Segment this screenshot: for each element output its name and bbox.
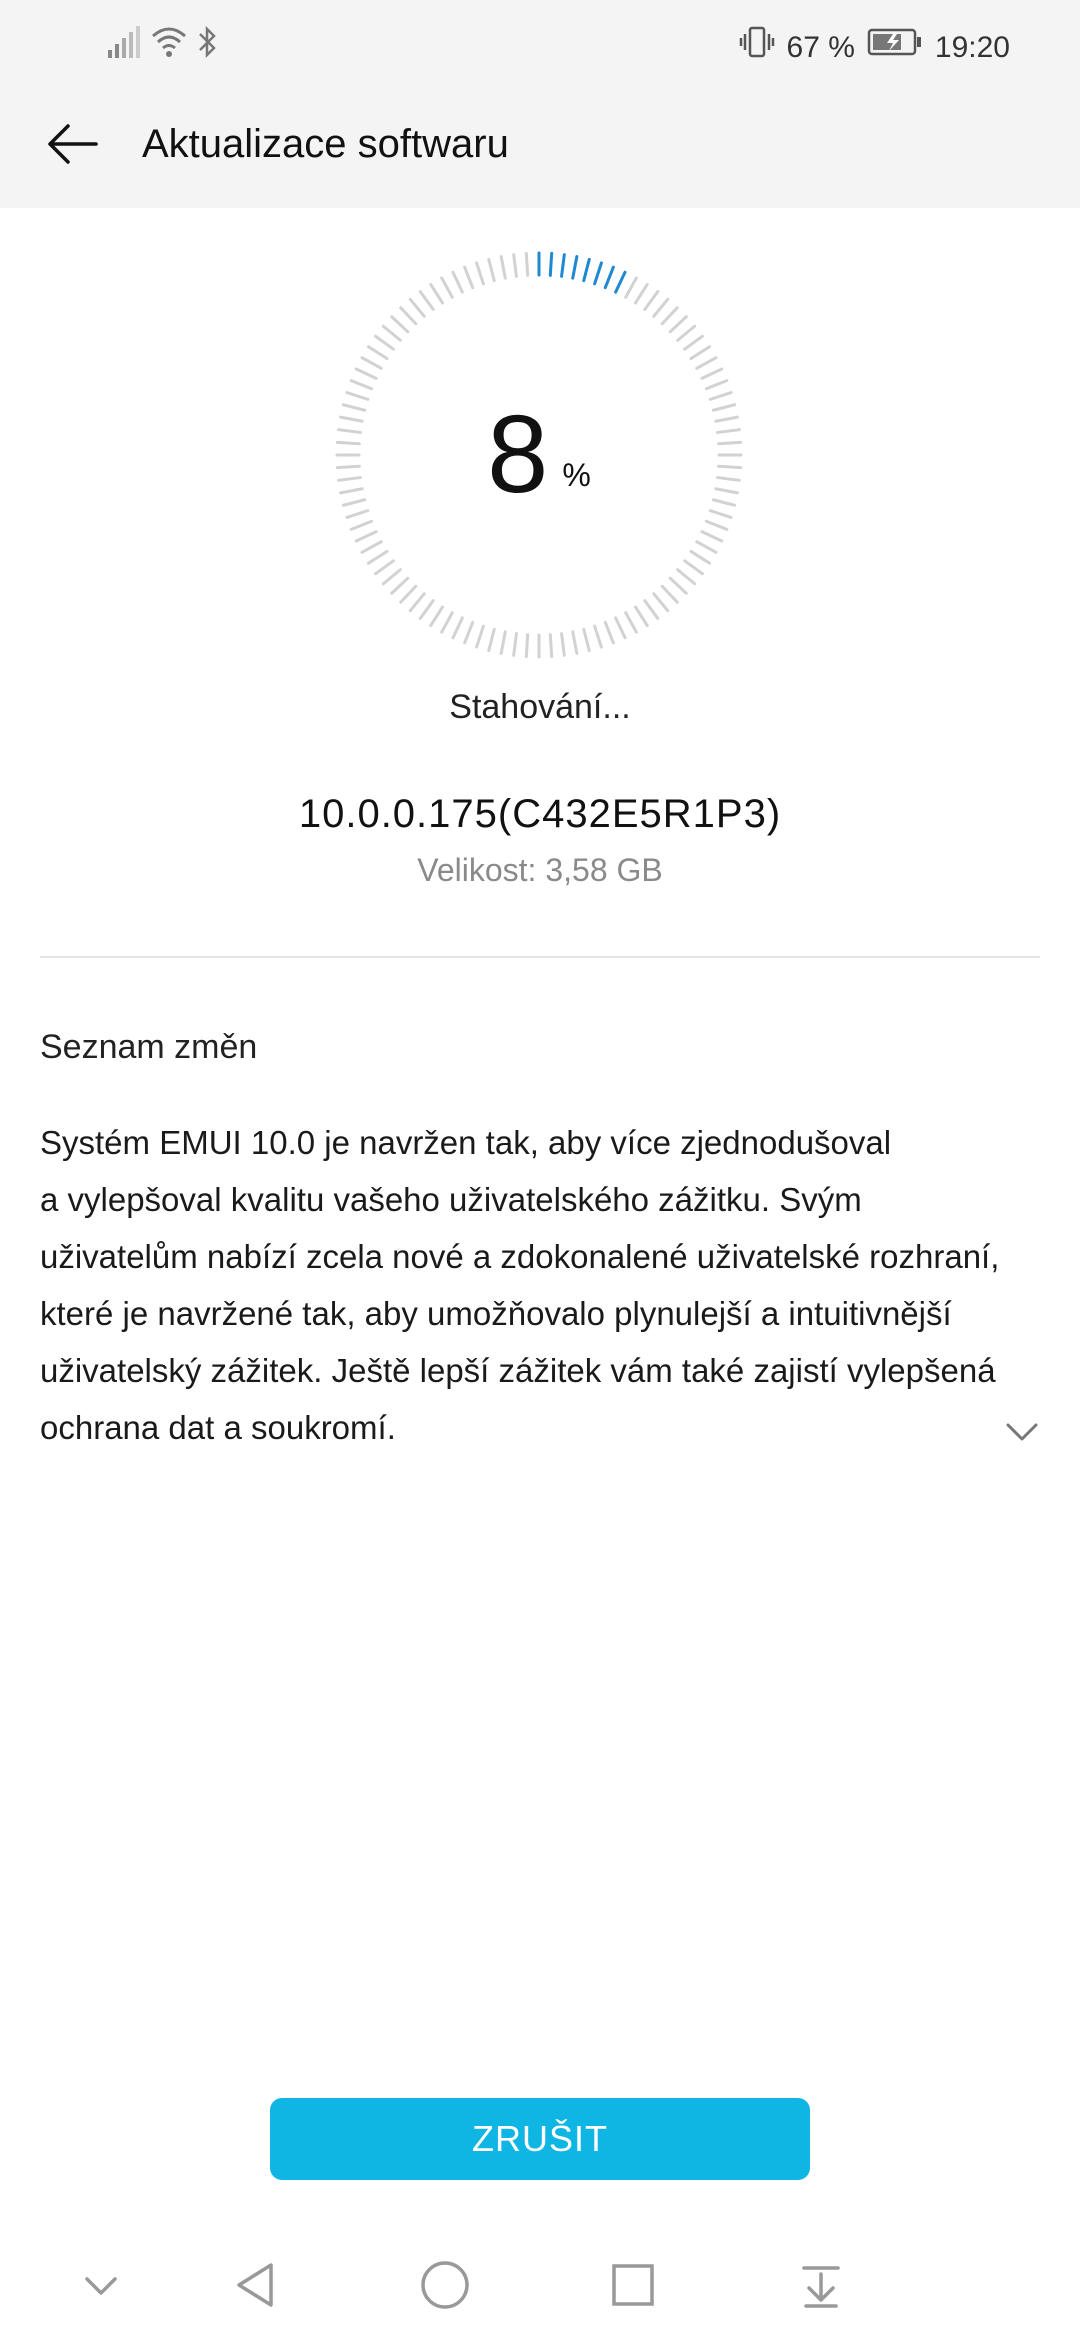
signal-icon — [106, 24, 142, 65]
vibrate-icon — [739, 24, 775, 71]
progress-number: 8 — [487, 393, 549, 516]
cancel-button[interactable]: ZRUŠIT — [270, 2098, 810, 2180]
battery-charging-icon — [867, 26, 923, 69]
status-left-icons — [106, 24, 220, 65]
battery-percent: 67 % — [786, 30, 855, 64]
changelog-line: Systém EMUI 10.0 je navržen tak, aby více zjednodušoval — [40, 1124, 892, 1161]
nav-recents-button[interactable] — [598, 2252, 668, 2322]
home-circle-icon — [418, 2258, 472, 2317]
changelog-line: uživatelům nabízí zcela nové a zdokonalené uživatelské rozhraní, — [40, 1238, 1000, 1275]
download-status: Stahování... — [449, 688, 631, 726]
progress-unit: % — [562, 456, 591, 493]
changelog-line: které je navržené tak, aby umožňovalo plynulejší a intuitivnější — [40, 1295, 952, 1332]
navigation-bar — [0, 2230, 1080, 2340]
progress-value — [334, 250, 744, 660]
nav-back-button[interactable] — [220, 2252, 290, 2322]
download-progress-ring — [334, 250, 744, 660]
nav-home-button[interactable] — [410, 2252, 480, 2322]
changelog-title: Seznam změn — [40, 1028, 258, 1066]
page-title: Aktualizace softwaru — [142, 122, 509, 166]
changelog-line: ochrana dat a soukromí. — [40, 1409, 396, 1446]
package-version: 10.0.0.175(C432E5R1P3) — [298, 792, 782, 836]
changelog-line: a vylepšoval kvalitu vašeho uživatelského zážitku. Svým — [40, 1181, 862, 1218]
recents-square-icon — [608, 2260, 658, 2315]
back-triangle-icon — [229, 2259, 281, 2316]
changelog-line: uživatelský zážitek. Ještě lepší zážitek vám také zajistí vylepšená — [40, 1352, 996, 1389]
notification-pull-icon — [796, 2260, 846, 2315]
expand-changelog-button[interactable] — [1000, 1410, 1044, 1454]
wifi-icon — [150, 24, 188, 65]
hide-nav-icon — [79, 2263, 123, 2312]
nav-notification-button[interactable] — [786, 2252, 856, 2322]
divider — [40, 956, 1040, 958]
bluetooth-icon — [196, 24, 220, 65]
app-bar — [0, 84, 1080, 208]
chevron-down-icon — [1000, 1441, 1044, 1458]
arrow-left-icon — [46, 122, 98, 171]
package-size: Velikost: 3,58 GB — [417, 852, 663, 888]
back-button[interactable] — [40, 114, 104, 178]
clock: 19:20 — [934, 30, 1010, 64]
status-bar — [0, 0, 1080, 84]
hide-nav-button[interactable] — [66, 2252, 136, 2322]
changelog-body — [40, 1114, 1030, 1456]
status-right-icons — [739, 24, 1010, 71]
